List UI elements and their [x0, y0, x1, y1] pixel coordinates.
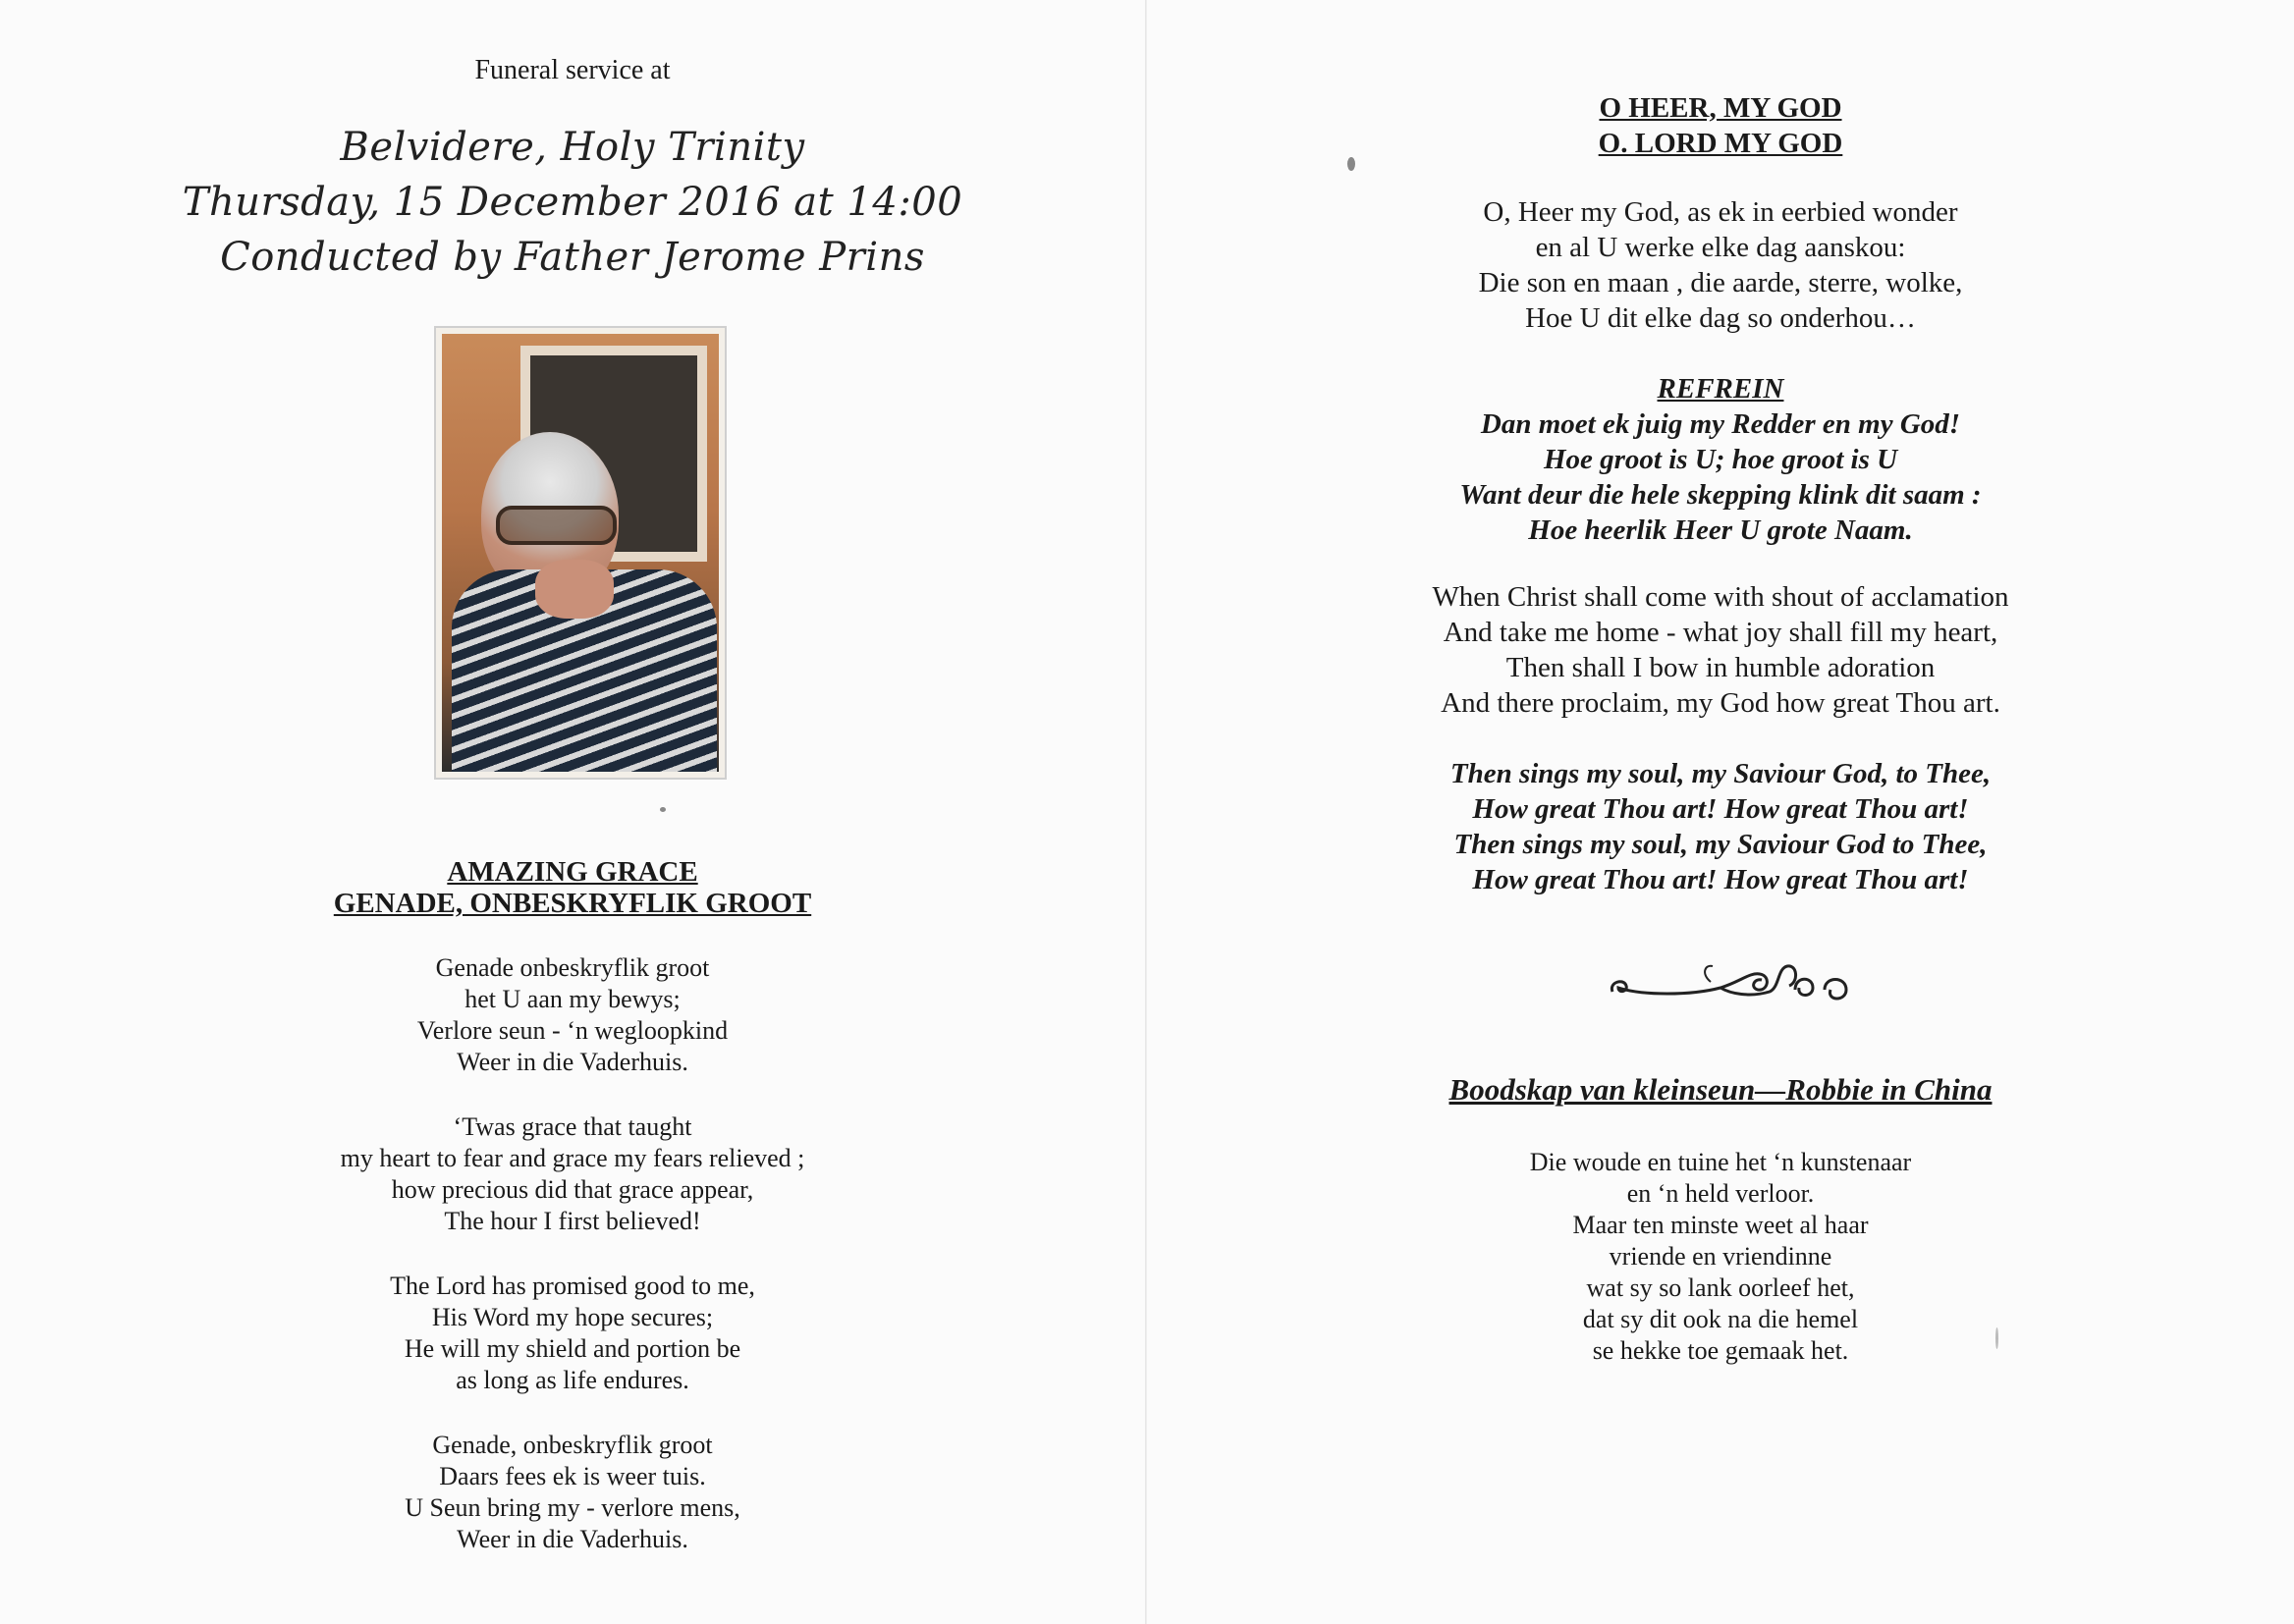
message-body: [1147, 1147, 2294, 1367]
verse-line: Genade onbeskryflik groot: [435, 953, 710, 982]
hymn1-verse-4: [0, 1430, 1145, 1555]
verse-line: as long as life endures.: [456, 1366, 689, 1394]
verse-line: my heart to fear and grace my fears relieved ;: [340, 1144, 805, 1172]
verse-line: When Christ shall come with shout of acclamation: [1432, 581, 2009, 613]
message-line: vriende en vriendinne: [1609, 1242, 1832, 1271]
message-line: se hekke toe gemaak het.: [1592, 1336, 1849, 1365]
message-line: Maar ten minste weet al haar: [1572, 1211, 1869, 1239]
verse-line: het U aan my bewys;: [464, 985, 681, 1013]
verse-line: en al U werke elke dag aanskou:: [1535, 232, 1906, 263]
intro-line: Funeral service at: [474, 55, 671, 85]
hymn2-verse-2: [1147, 579, 2294, 721]
scroll-ornament-icon: [1603, 952, 1858, 1011]
verse-line: How great Thou art! How great Thou art!: [1472, 793, 1969, 825]
verse-line: Weer in die Vaderhuis.: [457, 1525, 688, 1553]
verse-line: Then sings my soul, my Saviour God to Thee,: [1453, 829, 1988, 860]
verse-line: O, Heer my God, as ek in eerbied wonder: [1483, 196, 1958, 228]
verse-line: Daars fees ek is weer tuis.: [439, 1462, 706, 1490]
verse-line: And take me home - what joy shall fill my heart,: [1443, 617, 1998, 648]
verse-line: Hoe heerlik Heer U grote Naam.: [1528, 514, 1913, 546]
verse-line: Weer in die Vaderhuis.: [457, 1048, 688, 1076]
message-line: dat sy dit ook na die hemel: [1582, 1305, 1859, 1333]
hymn1-verse-2: [0, 1111, 1145, 1237]
message-line: Die woude en tuine het ‘n kunstenaar: [1529, 1148, 1912, 1176]
hymn2-title-en: O. LORD MY GOD: [1598, 128, 1843, 159]
hymn1-title-en: AMAZING GRACE: [447, 856, 698, 888]
verse-line: U Seun bring my - verlore mens,: [405, 1493, 740, 1522]
hymn1-verse-1: [0, 952, 1145, 1078]
service-officiant: Conducted by Father Jerome Prins: [220, 235, 925, 280]
verse-line: Dan moet ek juig my Redder en my God!: [1480, 408, 1961, 440]
verse-line: Want deur die hele skepping klink dit saam :: [1459, 479, 1982, 511]
refrain-label: REFREIN: [1657, 373, 1784, 405]
verse-line: The Lord has promised good to me,: [390, 1272, 755, 1300]
paper-speck: [1995, 1327, 1998, 1349]
hymn1-title-af: GENADE, ONBESKRYFLIK GROOT: [333, 888, 812, 919]
service-date: Thursday, 15 December 2016 at 14:00: [182, 180, 963, 225]
verse-line: How great Thou art! How great Thou art!: [1472, 864, 1969, 895]
message-line: wat sy so lank oorleef het,: [1586, 1273, 1855, 1302]
service-location: Belvidere, Holy Trinity: [340, 125, 805, 170]
hymn1-verse-3: [0, 1271, 1145, 1396]
message-line: en ‘n held verloor.: [1626, 1179, 1815, 1208]
verse-line: Then shall I bow in humble adoration: [1505, 652, 1936, 683]
left-page: [0, 0, 1145, 1624]
verse-line: The hour I first believed!: [444, 1207, 701, 1235]
verse-line: Genade, onbeskryflik groot: [432, 1431, 713, 1459]
verse-line: Hoe U dit elke dag so onderhou…: [1525, 302, 1916, 334]
right-page: [1147, 0, 2294, 1624]
paper-speck: [1347, 157, 1355, 171]
verse-line: ‘Twas grace that taught: [453, 1112, 692, 1141]
paper-speck: [660, 807, 666, 812]
verse-line: Hoe groot is U; hoe groot is U: [1543, 444, 1898, 475]
verse-line: how precious did that grace appear,: [391, 1175, 754, 1204]
verse-line: Then sings my soul, my Saviour God, to Thee,: [1449, 758, 1992, 789]
message-title: Boodskap van kleinseun—Robbie in China: [1448, 1072, 1993, 1107]
hymn2-chorus: [1147, 756, 2294, 897]
verse-line: And there proclaim, my God how great Thou art.: [1441, 687, 2000, 719]
verse-line: His Word my hope secures;: [431, 1303, 714, 1331]
hymn2-refrain: [1147, 406, 2294, 548]
hymn2-title-af: O HEER, MY GOD: [1599, 92, 1842, 124]
verse-line: He will my shield and portion be: [404, 1334, 741, 1363]
portrait-photo: [434, 326, 727, 780]
hymn2-verse-1: [1147, 194, 2294, 336]
verse-line: Verlore seun - ‘n wegloopkind: [416, 1016, 729, 1045]
verse-line: Die son en maan , die aarde, sterre, wolke,: [1478, 267, 1963, 298]
